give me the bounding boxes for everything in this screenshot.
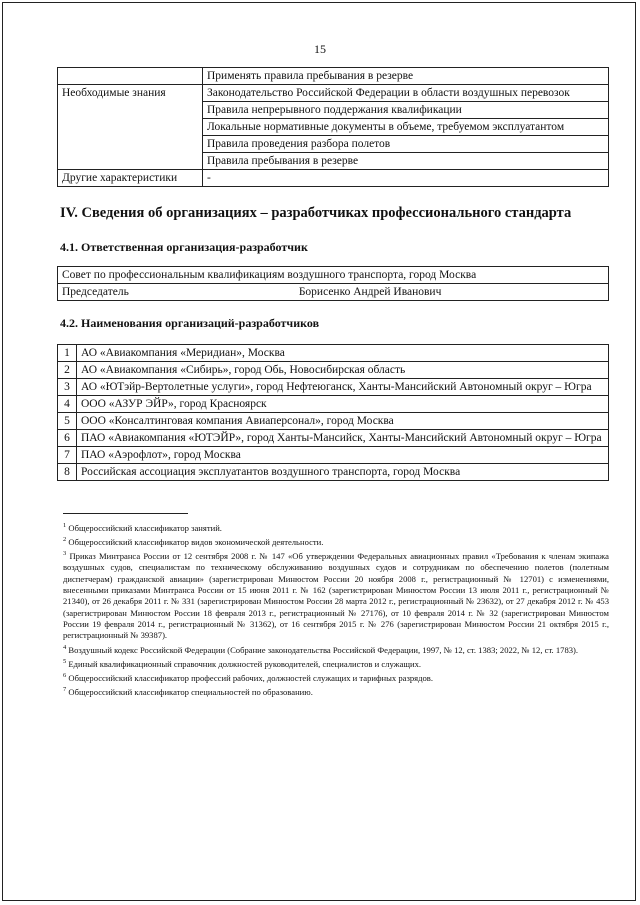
table-cell-value: Применять правила пребывания в резерве <box>203 68 609 85</box>
footnote <box>63 534 609 548</box>
table-row <box>58 464 609 481</box>
table-row <box>58 345 609 362</box>
table-row <box>58 447 609 464</box>
row-number: 4 <box>58 396 77 413</box>
footnote-mark: 3 <box>63 550 67 558</box>
developer-name: ООО «АЗУР ЭЙР», город Красноярск <box>77 396 609 413</box>
table-row <box>58 170 609 187</box>
table-cell-value: - <box>203 170 609 187</box>
table-row <box>58 413 609 430</box>
row-number: 8 <box>58 464 77 481</box>
developer-name: АО «Авиакомпания «Меридиан», Москва <box>77 345 609 362</box>
developer-name: ПАО «Авиакомпания «ЮТЭЙР», город Ханты-Мансийск, Ханты-Мансийский Автономный округ – Югра <box>77 430 609 447</box>
footnote-separator <box>63 513 188 514</box>
footnote-mark: 2 <box>63 536 67 544</box>
developer-name: АО «Авиакомпания «Сибирь», город Обь, Новосибирская область <box>77 362 609 379</box>
table-cell-value: Правила пребывания в резерве <box>203 153 609 170</box>
developer-name: Российская ассоциация эксплуатантов воздушного транспорта, город Москва <box>77 464 609 481</box>
table-cell-label <box>58 68 203 85</box>
row-number: 2 <box>58 362 77 379</box>
row-number: 1 <box>58 345 77 362</box>
developer-name: АО «ЮТэйр-Вертолетные услуги», город Нефтеюганск, Ханты-Мансийский Автономный округ – Югра <box>77 379 609 396</box>
table-row <box>58 85 609 102</box>
table-row <box>58 396 609 413</box>
footnote-mark: 6 <box>63 671 67 679</box>
footnote-text: Общероссийский классификатор профессий рабочих, должностей служащих и тарифных разрядов. <box>68 672 433 683</box>
developer-name: ПАО «Аэрофлот», город Москва <box>77 447 609 464</box>
footnote-text: Общероссийский классификатор видов экономической деятельности. <box>68 537 324 548</box>
row-number: 6 <box>58 430 77 447</box>
footnote <box>63 548 609 641</box>
footnote <box>63 670 609 684</box>
subsection-heading-developers: 4.2. Наименования организаций-разработчиков <box>60 316 320 330</box>
subsection-heading-responsible: 4.1. Ответственная организация-разработчик <box>60 240 308 254</box>
footnotes <box>63 520 609 698</box>
organization-name: Совет по профессиональным квалификациям воздушного транспорта, город Москва <box>58 267 609 284</box>
row-number: 3 <box>58 379 77 396</box>
table-row <box>58 284 609 301</box>
footnote-mark: 5 <box>63 657 67 665</box>
table-cell-value: Правила непрерывного поддержания квалификации <box>203 102 609 119</box>
footnote-text: Приказ Минтранса России от 12 сентября 2008 г. № 147 «Об утверждении Федеральных авиационных правил «Требования к членам экипажа воздушных судов, специалистам по техническому обслуживанию воздушных судов и сотрудникам по обеспечению полетов (полетным диспетчерам) гражданской авиации» (зарегистрирован Минюстом России 20 ноября 2008 г., регистрационный № 12701) с изменениями, внесенными приказами Минтранса России от 15 июня 2011 г. № 162 (зарегистрирован Минюстом России 13 июля 2011 г., регистрационный № 21340), от 26 декабря 2011 г. № 331 (зарегистрирован Минюстом России 28 марта 2012 г., регистрационный № 23632), от 27 декабря 2012 г. № 453 (зарегистрирован Минюстом России 18 февраля 2013 г., регистрационный № 27176), от 10 февраля 2014 г. № 32 (зарегистрирован Минюстом России 19 февраля 2014 г., регистрационный № 31362), от 16 сентября 2015 г. № 276 (зарегистрирован Минюстом России 21 октября 2015 г., регистрационный № 39387). <box>63 551 609 641</box>
footnote-text: Единый квалификационный справочник должностей руководителей, специалистов и служащих. <box>68 658 422 669</box>
table-cell-label: Необходимые знания <box>58 85 203 170</box>
footnote-text: Общероссийский классификатор специальностей по образованию. <box>68 686 313 697</box>
footnote-text: Воздушный кодекс Российской Федерации (Собрание законодательства Российской Федерации, 1997, № 12, ст. 1383; 2022, № 12, ст. 1783). <box>68 644 579 655</box>
table-cell-value: Законодательство Российской Федерации в области воздушных перевозок <box>203 85 609 102</box>
footnote-text: Общероссийский классификатор занятий. <box>68 522 222 533</box>
footnote-mark: 4 <box>63 643 67 651</box>
table-row <box>58 362 609 379</box>
section-title: IV. Сведения об организациях – разработчиках профессионального стандарта <box>60 205 572 221</box>
table-cell-value: Правила проведения разбора полетов <box>203 136 609 153</box>
footnote <box>63 656 609 670</box>
chair-role: Председатель <box>62 286 129 298</box>
table-row <box>58 68 609 85</box>
row-number: 7 <box>58 447 77 464</box>
page-number: 15 <box>314 42 326 56</box>
footnote <box>63 642 609 656</box>
footnote <box>63 684 609 698</box>
chair-cell <box>58 284 609 301</box>
developers-table <box>57 344 609 481</box>
developer-name: ООО «Консалтинговая компания Авиаперсонал», город Москва <box>77 413 609 430</box>
footnote <box>63 520 609 534</box>
chair-name: Борисенко Андрей Иванович <box>298 286 442 298</box>
table-cell-value: Локальные нормативные документы в объеме, требуемом эксплуатантом <box>203 119 609 136</box>
responsible-org-table <box>57 266 609 301</box>
footnote-mark: 7 <box>63 686 67 694</box>
footnote-mark: 1 <box>63 522 67 529</box>
table-row <box>58 267 609 284</box>
skills-table <box>57 67 609 187</box>
table-row <box>58 379 609 396</box>
table-cell-label: Другие характеристики <box>58 170 203 187</box>
row-number: 5 <box>58 413 77 430</box>
table-row <box>58 430 609 447</box>
